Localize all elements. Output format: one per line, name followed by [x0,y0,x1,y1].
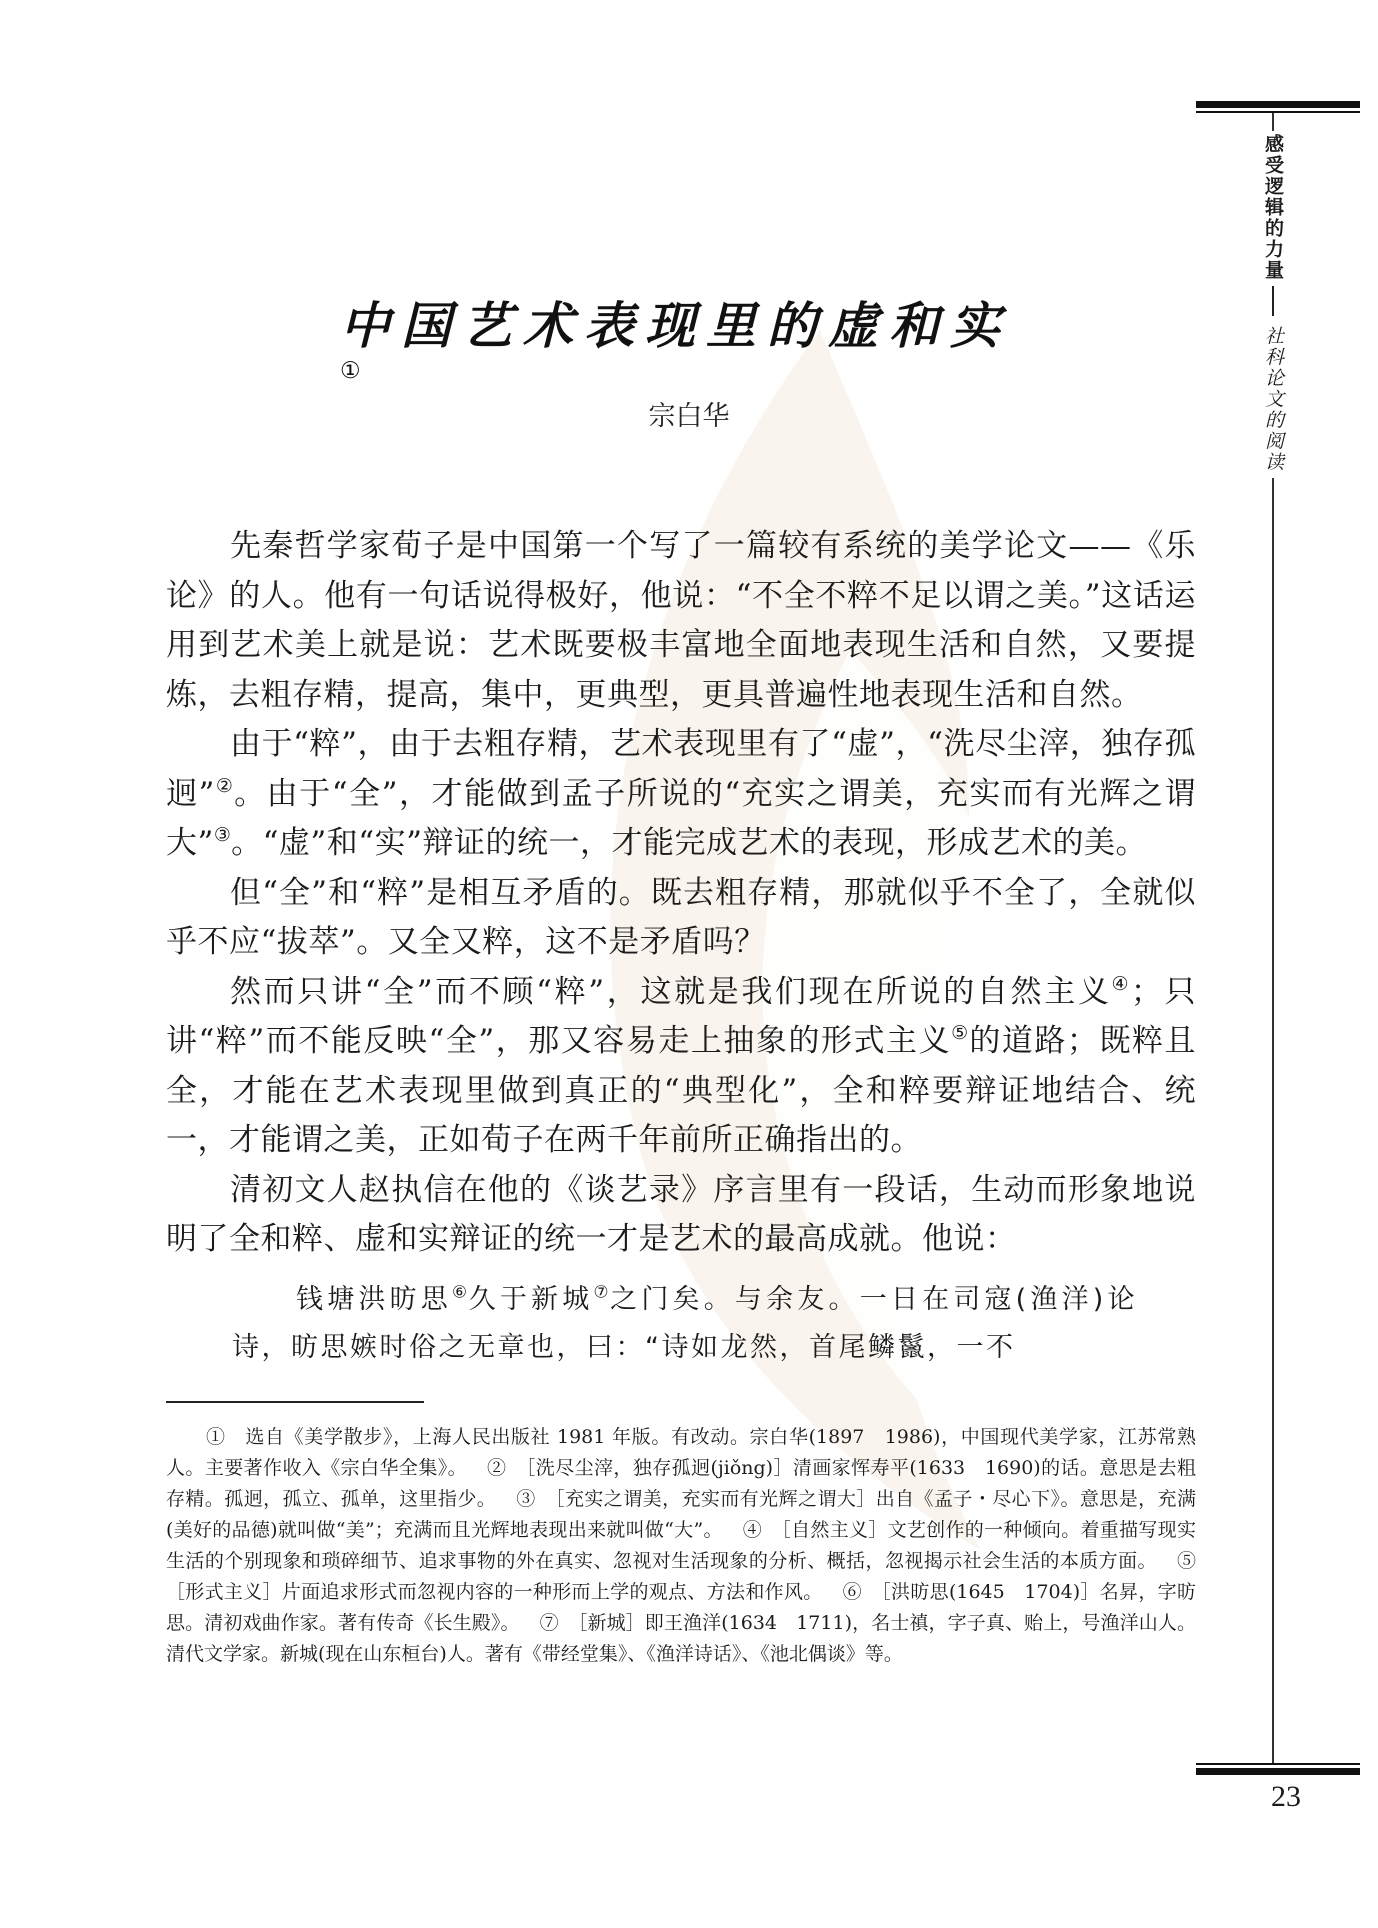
footnote-item: ⑤ ［形式主义］片面追求形式而忽视内容的一种形而上学的观点、方法和作风。 [166,1550,1216,1603]
footnote-marker: ④ [1111,971,1131,995]
text-run: 清初文人赵执信在他的《谈艺录》序言里有一段话，生动而形象地说明了全和粹、虚和实辩证的统一才是艺术的最高成就。他说： [166,1171,1196,1257]
running-head-subtitle: 社科论文的阅读 [1262,326,1284,473]
footnote-item: ⑦ ［新城］即王渔洋(1634 1711)，名士禛，字子真、贻上，号渔洋山人。清代文学家。新城(现在山东桓台)人。著有《带经堂集》、《渔洋诗话》、《池北偶谈》等。 [166,1612,1196,1665]
text-run: 但“全”和“粹”是相互矛盾的。既去粗存精，那就似乎不全了，全就似乎不应“拔萃”。又全又粹，这不是矛盾吗？ [166,874,1196,960]
footnote-item: ② ［洗尽尘滓，独存孤迥(jiǒng)］清画家恽寿平(1633 1690)的话。意思是去粗存精。孤迥，孤立、孤单，这里指少。 [166,1457,1196,1510]
body-paragraph [166,869,1196,968]
article-title-text: 中国艺术表现里的虚和实 [340,296,1011,355]
footer-rule-thick [1196,1768,1360,1775]
text-run: 先秦哲学家荀子是中国第一个写了一篇较有系统的美学论文——《乐论》的人。他有一句话说得极好，他说：“不全不粹不足以谓之美。”这话运用到艺术美上就是说：艺术既要极丰富地全面地表现生活和自然，又要提炼，去粗存精，提高，集中，更典型，更具普遍性地表现生活和自然。 [166,528,1196,713]
text-run: 。“虚”和“实”辩证的统一，才能完成艺术的表现，形成艺术的美。 [231,825,1147,861]
footnote-item: ⑥ ［洪昉思(1645 1704)］名昇，字昉思。清初戏曲作家。著有传奇《长生殿》。 [166,1581,1196,1634]
body-paragraph [166,1166,1196,1265]
footnote-divider [166,1401,424,1403]
body-paragraph [166,720,1196,869]
running-head-line-top [1272,113,1274,131]
body-paragraph [166,522,1196,720]
running-head-dash [1272,286,1274,316]
footnote-marker: ② [214,773,235,797]
footnote-marker: ⑦ [593,1281,611,1302]
footer-rule-thin [1196,1763,1360,1765]
text-run: 由于“粹”，由于去粗存精，艺术表现里有了“虚”，“洗尽尘滓，独存孤迥” [166,726,1196,812]
body-paragraph [166,968,1196,1166]
footnotes [166,1422,1216,1670]
text-run: 的道路；既粹且全，才能在艺术表现里做到真正的“典型化”，全和粹要辩证地结合、统一，才能谓之美，正如荀子在两千年前所正确指出的。 [166,1023,1197,1158]
footnote-marker: ③ [213,823,232,847]
article-body [166,522,1196,1265]
text-run: 。由于“全”，才能做到孟子所说的“充实之谓美，充实而有光辉之谓大” [166,775,1196,861]
block-quote [232,1276,1137,1372]
article-author: 宗白华 [648,401,730,432]
text-run: 之门矣。与余友。一日在司寇(渔洋)论诗，昉思嫉时俗之无章也，曰：“诗如龙然，首尾鳞鬣，一不 [232,1284,1137,1363]
header-rule-thin [1196,111,1360,113]
text-run: 钱塘洪昉思 [296,1284,452,1315]
text-run: 久于新城 [468,1284,594,1315]
title-footnote-marker: ① [340,358,361,384]
footnote-item: ③ ［充实之谓美，充实而有光辉之谓大］出自《孟子・尽心下》。意思是，充满(美好的品德)就叫做“美”；充满而且光辉地表现出来就叫做“大”。 [166,1488,1196,1541]
header-rule-thick [1196,101,1360,108]
footnote-item: ④ ［自然主义］文艺创作的一种倾向。着重描写现实生活的个别现象和琐碎细节、追求事物的外在真实、忽视对生活现象的分析、概括，忽视揭示社会生活的本质方面。 [166,1519,1196,1572]
footnote-item: ① 选自《美学散步》，上海人民出版社 1981 年版。有改动。宗白华(1897 1986)，中国现代美学家，江苏常熟人。主要著作收入《宗白华全集》。 [166,1426,1196,1479]
page-number: 23 [1271,1780,1301,1813]
text-run: ；只讲“粹”而不能反映“全”，那又容易走上抽象的形式主义 [166,973,1197,1059]
running-head-line [1272,478,1274,1763]
running-head-title: 感受逻辑的力量 [1262,134,1284,281]
footnote-marker: ⑤ [951,1021,970,1045]
footnote-marker: ⑥ [451,1281,469,1302]
text-run: 然而只讲“全”而不顾“粹”，这就是我们现在所说的自然主义 [230,973,1112,1010]
